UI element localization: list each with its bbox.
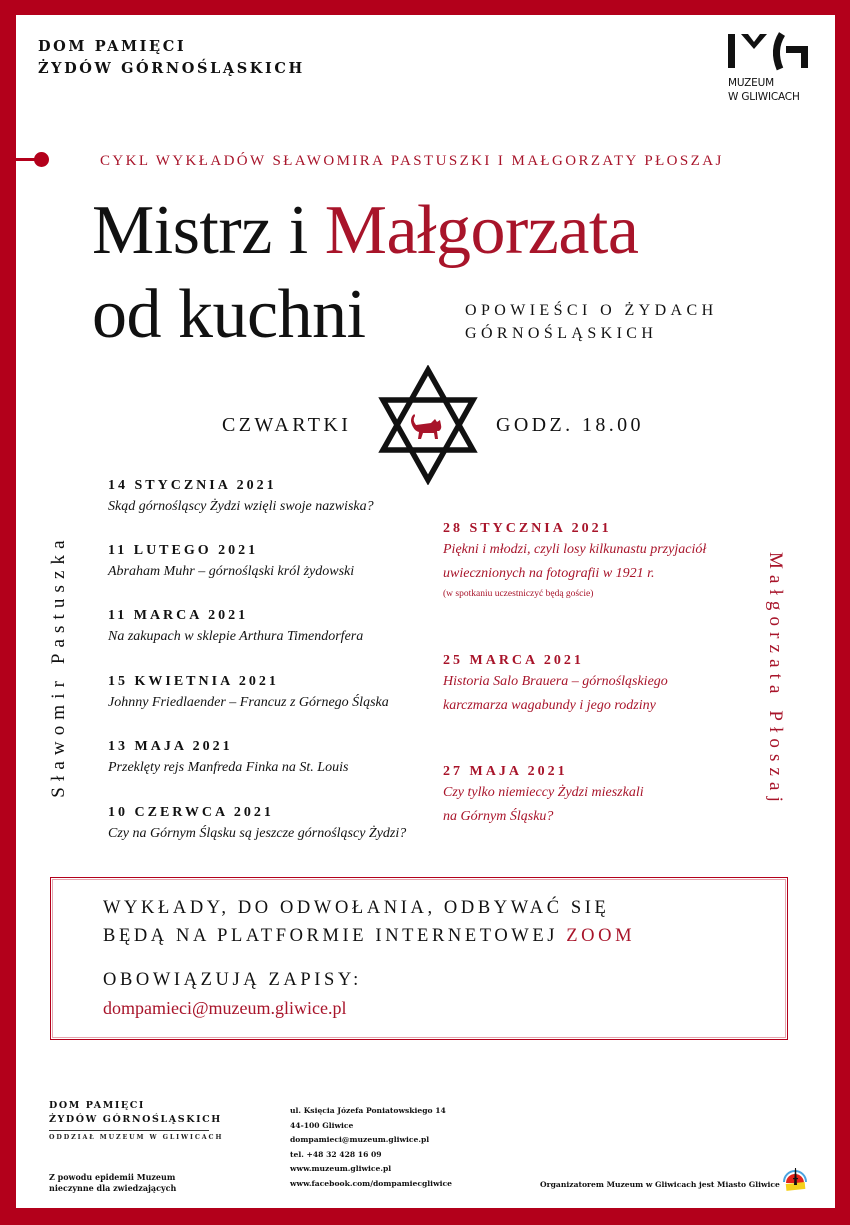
footer-org-name: [49, 1099, 222, 1127]
lecturer-name-left: [44, 481, 74, 851]
lecture-date: 27 MAJA 2021: [443, 764, 568, 779]
subtitle-line2: GÓRNOŚLĄSKICH: [465, 325, 658, 342]
lecture-topic-line1: Historia Salo Brauera – górnośląskiego: [443, 674, 668, 689]
registration-label: OBOWIĄZUJĄ ZAPISY:: [103, 970, 362, 990]
organizer-note: Organizatorem Muzeum w Gliwicach jest Miasto Gliwice: [540, 1180, 780, 1189]
lecture-item: [108, 673, 389, 715]
lecture-topic-line1: Piękni i młodzi, czyli losy kilkunastu przyjaciół: [443, 542, 707, 557]
title-accent: Małgorzata: [324, 192, 639, 269]
lecture-item: [443, 763, 644, 829]
org-name-line2: ŻYDÓW GÓRNOŚLĄSKICH: [38, 60, 305, 77]
footer-org-line2: ŻYDÓW GÓRNOŚLĄSKICH: [49, 1114, 222, 1125]
poster: [16, 15, 835, 1208]
info-line1: WYKŁADY, DO ODWOŁANIA, ODBYWAĆ SIĘ: [103, 898, 610, 918]
time-label: GODZ. 18.00: [496, 414, 644, 436]
lecture-item: [108, 477, 374, 519]
facebook-link[interactable]: www.facebook.com/dompamiecgliwice: [290, 1178, 452, 1188]
museum-logo: [728, 32, 818, 104]
info-line2-text: BĘDĄ NA PLATFORMIE INTERNETOWEJ: [103, 926, 567, 946]
closure-notice-line2: nieczynne dla zwiedzających: [49, 1183, 177, 1193]
lecture-note: (w spotkaniu uczestniczyć będą goście): [443, 589, 594, 599]
lecture-item: [108, 542, 354, 584]
website-link[interactable]: www.muzeum.gliwice.pl: [290, 1164, 392, 1174]
info-box: [50, 877, 788, 1040]
registration-email-link[interactable]: dompamieci@muzeum.gliwice.pl: [103, 998, 347, 1018]
lecture-date: 11 MARCA 2021: [108, 608, 249, 623]
lecture-date: 28 STYCZNIA 2021: [443, 521, 612, 536]
footer-divider: [49, 1130, 209, 1131]
lecture-topic-line1: Czy tylko niemieccy Żydzi mieszkali: [443, 785, 644, 800]
lecturer-right-text: Małgorzata Płoszaj: [765, 552, 786, 808]
lecture-topic-line2: karczmarza wagabundy i jego rodziny: [443, 698, 656, 713]
lecture-date: 25 MARCA 2021: [443, 653, 584, 668]
lecture-date: 14 STYCZNIA 2021: [108, 478, 277, 493]
contact-email-link[interactable]: dompamieci@muzeum.gliwice.pl: [290, 1135, 430, 1145]
gliwice-city-logo-icon: [780, 1164, 810, 1194]
title-line2: od kuchni: [92, 276, 366, 353]
footer-org-line1: DOM PAMIĘCI: [49, 1100, 145, 1111]
mg-logo-icon: [728, 32, 810, 72]
logo-text-line2: W GLIWICACH: [728, 91, 800, 103]
address-city: 44-100 Gliwice: [290, 1120, 354, 1130]
lecture-topic: Johnny Friedlaender – Francuz z Górnego Śląska: [108, 695, 389, 710]
lecture-topic: Przeklęty rejs Manfreda Finka na St. Louis: [108, 760, 349, 775]
lecture-item: [443, 652, 668, 718]
organization-name: [38, 36, 305, 80]
closure-notice-line1: Z powodu epidemii Muzeum: [49, 1172, 176, 1182]
lecture-topic-line2: uwiecznionych na fotografii w 1921 r.: [443, 566, 655, 581]
address-street: ul. Księcia Józefa Poniatowskiego 14: [290, 1106, 446, 1115]
logo-text-line1: MUZEUM: [728, 77, 774, 89]
org-name-line1: DOM PAMIĘCI: [38, 38, 187, 55]
lecture-item: [108, 607, 363, 649]
closure-notice: [49, 1172, 176, 1194]
series-label: CYKL WYKŁADÓW SŁAWOMIRA PASTUSZKI I MAŁGORZATY PŁOSZAJ: [100, 153, 724, 169]
lecture-date: 11 LUTEGO 2021: [108, 543, 259, 558]
lecture-item: [108, 804, 406, 846]
day-label: CZWARTKI: [222, 414, 352, 436]
zoom-platform-label: ZOOM: [566, 926, 636, 946]
title-part1: Mistrz i: [92, 192, 325, 269]
lecture-item: [108, 738, 348, 780]
info-line2: [103, 926, 635, 947]
lecture-topic: Czy na Górnym Śląsku są jeszcze górnośląscy Żydzi?: [108, 826, 407, 841]
lecture-item: [443, 520, 706, 602]
lecture-date: 10 CZERWCA 2021: [108, 805, 274, 820]
lecture-topic: Na zakupach w sklepie Arthura Timendorfera: [108, 629, 364, 644]
lecturer-left-text: Sławomir Pastuszka: [48, 534, 69, 798]
lecturer-name-right: [760, 520, 790, 840]
lecture-topic: Abraham Muhr – górnośląski król żydowski: [108, 564, 355, 579]
contact-phone[interactable]: tel. +48 32 428 16 09: [290, 1149, 382, 1159]
subtitle: [465, 299, 718, 345]
lecture-date: 13 MAJA 2021: [108, 739, 233, 754]
star-of-david-with-cat-icon: [373, 365, 483, 485]
title-line1: [92, 191, 638, 271]
subtitle-line1: OPOWIEŚCI O ŻYDACH: [465, 302, 718, 319]
contact-info: [290, 1104, 452, 1192]
lecture-topic-line2: na Górnym Śląsku?: [443, 809, 554, 824]
lecture-date: 15 KWIETNIA 2021: [108, 674, 279, 689]
connector-dot: [34, 152, 49, 167]
lecture-topic: Skąd górnośląscy Żydzi wzięli swoje nazwiska?: [108, 499, 374, 514]
footer-org-sub: ODDZIAŁ MUZEUM W GLIWICACH: [49, 1134, 224, 1141]
